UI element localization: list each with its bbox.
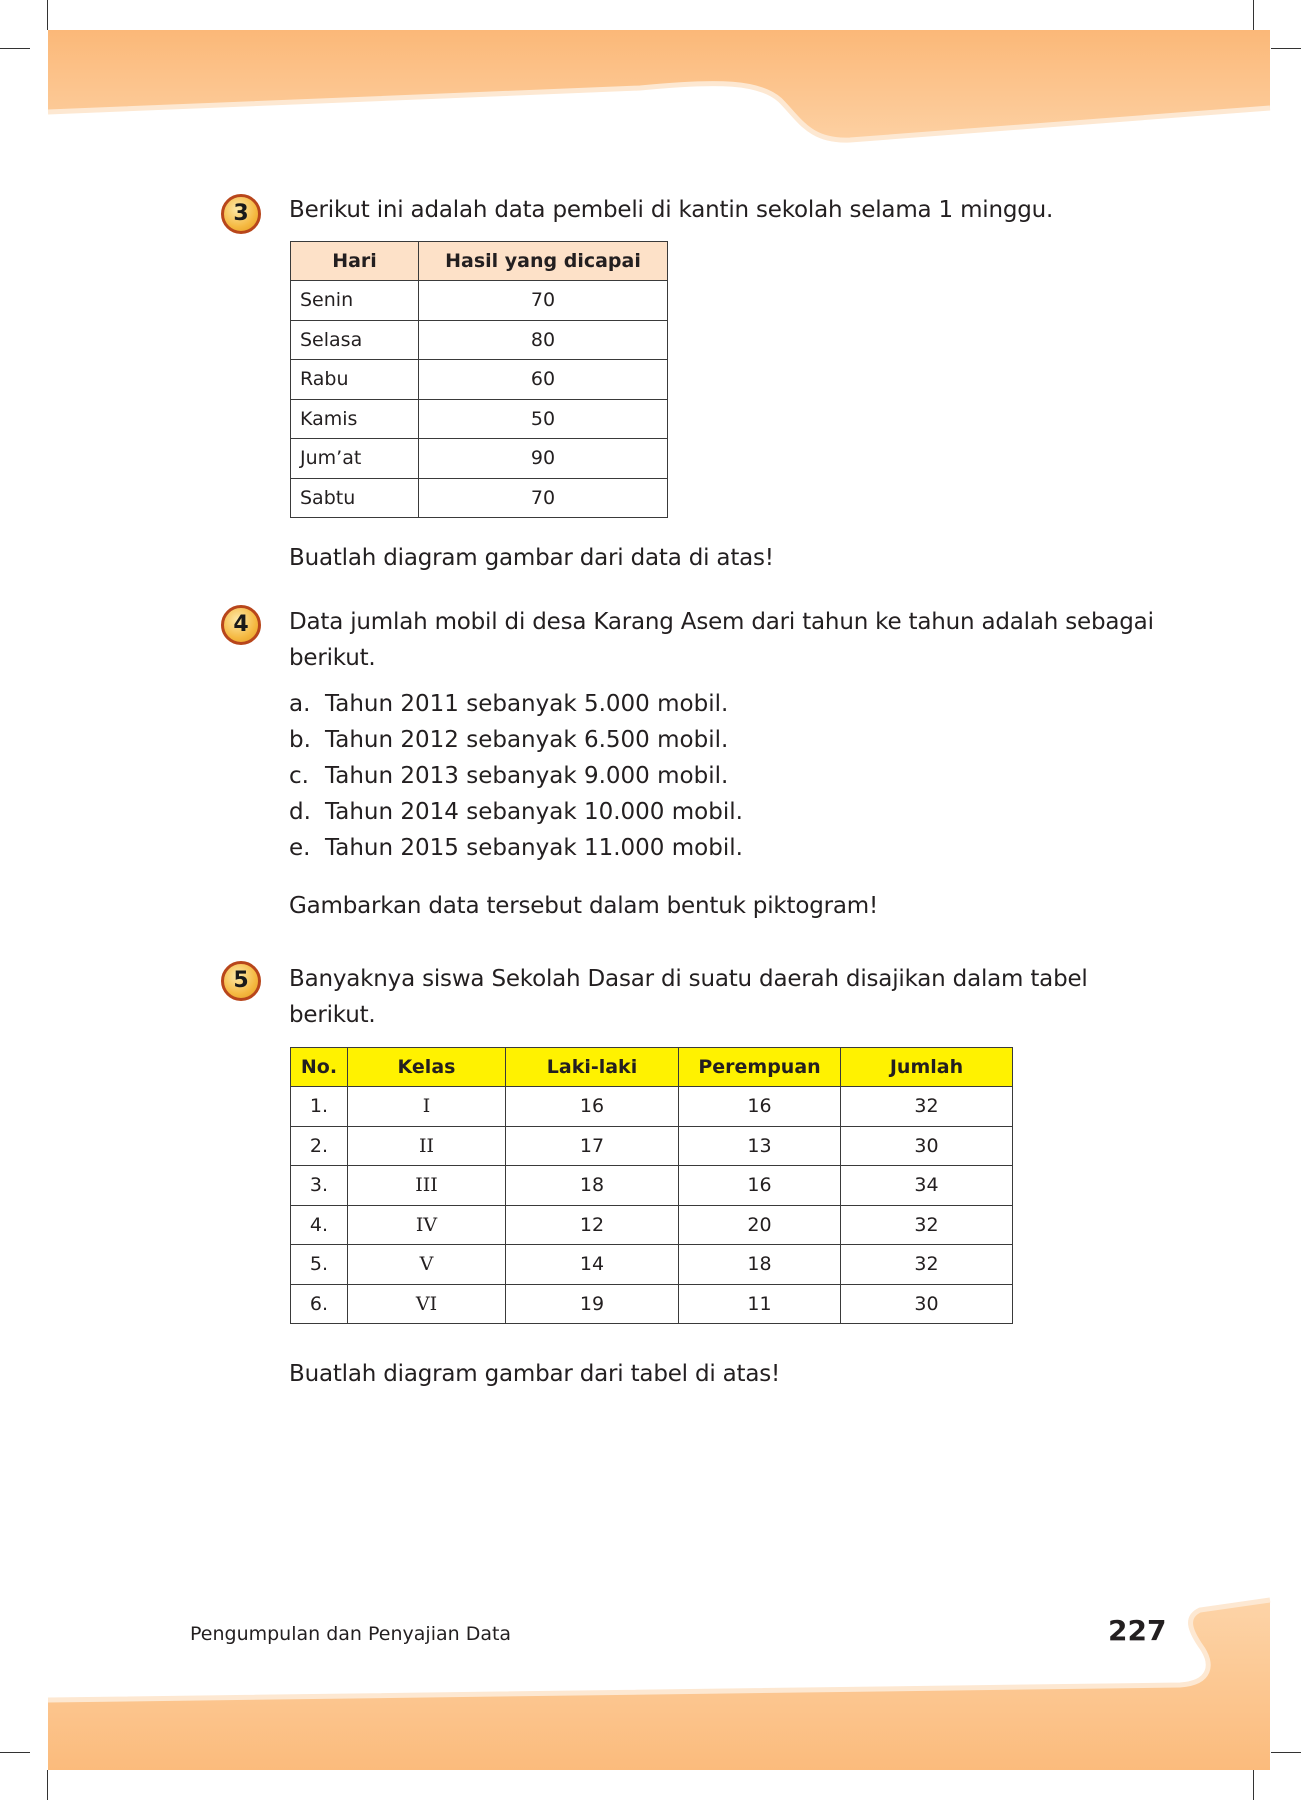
table-header-row — [291, 242, 668, 281]
question-5-intro-line1: Banyaknya siswa Sekolah Dasar di suatu daerah disajikan dalam tabel — [289, 966, 1088, 992]
students-table — [290, 1047, 1013, 1324]
class-cell: I — [348, 1087, 506, 1127]
result-cell: 50 — [419, 399, 668, 439]
boys-cell: 18 — [506, 1166, 679, 1206]
crop-mark — [47, 1770, 48, 1800]
total-cell: 32 — [841, 1205, 1013, 1245]
column-header-boys: Laki-laki — [506, 1048, 679, 1087]
day-cell: Rabu — [291, 360, 419, 400]
day-cell: Senin — [291, 281, 419, 321]
list-item-text: Tahun 2015 sebanyak 11.000 mobil. — [325, 835, 743, 861]
list-item-label: b. — [289, 727, 311, 753]
list-item — [289, 722, 728, 758]
total-cell: 30 — [841, 1126, 1013, 1166]
list-item-label: d. — [289, 799, 311, 825]
total-cell: 34 — [841, 1166, 1013, 1206]
result-cell: 70 — [419, 478, 668, 518]
page-number: 227 — [1108, 1614, 1167, 1647]
class-cell: IV — [348, 1205, 506, 1245]
girls-cell: 16 — [679, 1166, 841, 1206]
list-item-text: Tahun 2014 sebanyak 10.000 mobil. — [325, 799, 743, 825]
list-item — [289, 830, 743, 866]
boys-cell: 14 — [506, 1245, 679, 1285]
question-4-intro-line2: berikut. — [289, 645, 376, 671]
column-header-result: Hasil yang dicapai — [419, 242, 668, 281]
list-item-text: Tahun 2013 sebanyak 9.000 mobil. — [325, 763, 729, 789]
table-row — [291, 1166, 1013, 1206]
table-row — [291, 478, 668, 518]
question-3-intro: Berikut ini adalah data pembeli di kantin sekolah selama 1 minggu. — [289, 197, 1054, 223]
total-cell: 30 — [841, 1284, 1013, 1324]
no-cell: 2. — [291, 1126, 348, 1166]
header-band — [0, 0, 1301, 170]
question-number-badge: 3 — [221, 194, 261, 234]
list-item — [289, 794, 743, 830]
question-4-instruction: Gambarkan data tersebut dalam bentuk piktogram! — [289, 893, 878, 919]
girls-cell: 16 — [679, 1087, 841, 1127]
day-cell: Kamis — [291, 399, 419, 439]
girls-cell: 11 — [679, 1284, 841, 1324]
question-4-intro-line1: Data jumlah mobil di desa Karang Asem dari tahun ke tahun adalah sebagai — [289, 609, 1154, 635]
no-cell: 3. — [291, 1166, 348, 1206]
class-cell: III — [348, 1166, 506, 1206]
day-cell: Jum’at — [291, 439, 419, 479]
footer-band — [0, 1595, 1301, 1770]
girls-cell: 18 — [679, 1245, 841, 1285]
question-3-instruction: Buatlah diagram gambar dari data di atas! — [289, 545, 774, 571]
question-number-badge: 5 — [221, 961, 261, 1001]
table-header-row — [291, 1048, 1013, 1087]
list-item-text: Tahun 2012 sebanyak 6.500 mobil. — [325, 727, 729, 753]
table-row — [291, 399, 668, 439]
column-header-total: Jumlah — [841, 1048, 1013, 1087]
table-row — [291, 1126, 1013, 1166]
table-row — [291, 1087, 1013, 1127]
result-cell: 60 — [419, 360, 668, 400]
table-row — [291, 1245, 1013, 1285]
canteen-buyers-table — [290, 241, 668, 518]
result-cell: 90 — [419, 439, 668, 479]
class-cell: II — [348, 1126, 506, 1166]
day-cell: Sabtu — [291, 478, 419, 518]
table-row — [291, 360, 668, 400]
list-item — [289, 686, 728, 722]
boys-cell: 16 — [506, 1087, 679, 1127]
boys-cell: 12 — [506, 1205, 679, 1245]
column-header-class: Kelas — [348, 1048, 506, 1087]
girls-cell: 13 — [679, 1126, 841, 1166]
no-cell: 4. — [291, 1205, 348, 1245]
table-row — [291, 1205, 1013, 1245]
no-cell: 1. — [291, 1087, 348, 1127]
question-number-badge: 4 — [221, 605, 261, 645]
day-cell: Selasa — [291, 320, 419, 360]
question-5-instruction: Buatlah diagram gambar dari tabel di atas! — [289, 1361, 781, 1387]
list-item-text: Tahun 2011 sebanyak 5.000 mobil. — [325, 691, 729, 717]
table-row — [291, 281, 668, 321]
list-item — [289, 758, 728, 794]
result-cell: 70 — [419, 281, 668, 321]
list-item-label: a. — [289, 691, 311, 717]
question-5-intro-line2: berikut. — [289, 1002, 376, 1028]
list-item-label: e. — [289, 835, 311, 861]
class-cell: VI — [348, 1284, 506, 1324]
no-cell: 6. — [291, 1284, 348, 1324]
column-header-girls: Perempuan — [679, 1048, 841, 1087]
chapter-title: Pengumpulan dan Penyajian Data — [190, 1623, 512, 1645]
table-row — [291, 1284, 1013, 1324]
no-cell: 5. — [291, 1245, 348, 1285]
column-header-no: No. — [291, 1048, 348, 1087]
result-cell: 80 — [419, 320, 668, 360]
column-header-day: Hari — [291, 242, 419, 281]
total-cell: 32 — [841, 1087, 1013, 1127]
boys-cell: 19 — [506, 1284, 679, 1324]
list-item-label: c. — [289, 763, 309, 789]
table-row — [291, 320, 668, 360]
class-cell: V — [348, 1245, 506, 1285]
total-cell: 32 — [841, 1245, 1013, 1285]
crop-mark — [1253, 1770, 1254, 1800]
boys-cell: 17 — [506, 1126, 679, 1166]
table-row — [291, 439, 668, 479]
girls-cell: 20 — [679, 1205, 841, 1245]
